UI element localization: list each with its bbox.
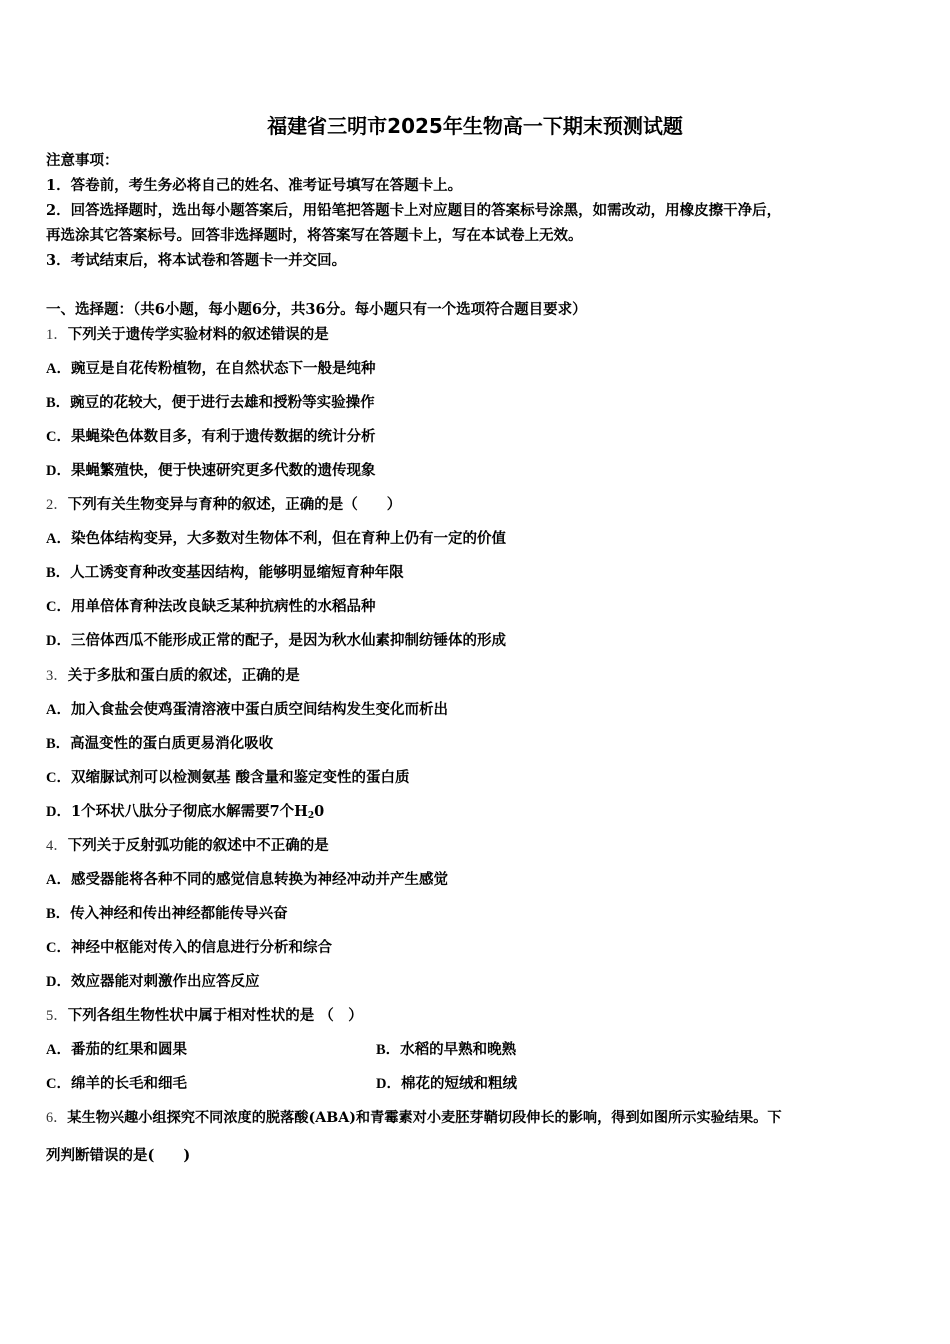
option-letter: C． (46, 429, 71, 445)
question-6 (46, 1107, 782, 1129)
q4-option-a (46, 869, 448, 891)
option-text: 豌豆是自花传粉植物，在自然状态下一般是纯种 (70, 360, 376, 377)
question-number: 6． (46, 1110, 68, 1126)
option-text-suffix: 0 (314, 803, 325, 820)
option-letter: D． (46, 463, 71, 479)
notice-heading: 注意事项： (46, 152, 119, 169)
question-number: 5． (46, 1008, 68, 1024)
option-text: 染色体结构变异，大多数对生物体不利，但在育种上仍有一定的价值 (70, 530, 506, 547)
question-5 (46, 1005, 363, 1027)
q3-option-a (46, 699, 448, 721)
option-letter: C． (46, 599, 71, 615)
q2-option-b (46, 562, 404, 584)
option-text: 水稻的早熟和晚熟 (400, 1041, 517, 1058)
option-text: 高温变性的蛋白质更易消化吸收 (70, 735, 274, 752)
q4-option-c (46, 937, 332, 959)
q5-option-b (376, 1039, 516, 1061)
option-text: 三倍体西瓜不能形成正常的配子，是因为秋水仙素抑制纺锤体的形成 (70, 632, 506, 649)
q5-option-d (376, 1073, 517, 1095)
question-stem: 下列有关生物变异与育种的叙述，正确的是（ ） (67, 496, 402, 513)
option-text: 番茄的红果和圆果 (70, 1041, 187, 1058)
option-text: 果蝇染色体数目多，有利于遗传数据的统计分析 (70, 428, 376, 445)
question-stem: 下列各组生物性状中属于相对性状的是 （ ） (67, 1007, 363, 1024)
q4-option-d (46, 971, 259, 993)
option-letter: D． (46, 633, 71, 649)
question-2 (46, 494, 401, 516)
option-letter: B． (46, 565, 71, 581)
q5-option-c (46, 1073, 187, 1095)
option-text: 人工诱变育种改变基因结构，能够明显缩短育种年限 (70, 564, 404, 581)
option-letter: C． (46, 940, 71, 956)
q1-option-d (46, 460, 375, 482)
option-text: 豌豆的花较大，便于进行去雄和授粉等实验操作 (70, 394, 375, 411)
option-letter: D． (376, 1076, 401, 1092)
notice-item-2-cont: 再选涂其它答案标号。回答非选择题时，将答案写在答题卡上，写在本试卷上无效。 (46, 227, 583, 244)
question-number: 2． (46, 497, 68, 513)
question-stem: 关于多肽和蛋白质的叙述，正确的是 (67, 667, 300, 684)
option-letter: A． (46, 702, 71, 718)
option-letter: B． (376, 1042, 401, 1058)
q1-option-c (46, 426, 375, 448)
option-letter: C． (46, 770, 71, 786)
option-text: 棉花的短绒和粗绒 (400, 1075, 517, 1092)
q4-option-b (46, 903, 288, 925)
q3-option-c (46, 767, 410, 789)
q2-option-d (46, 630, 506, 652)
option-letter: C． (46, 1076, 71, 1092)
question-number: 1． (46, 327, 68, 343)
option-text: 双缩脲试剂可以检测氨基 酸含量和鉴定变性的蛋白质 (70, 769, 410, 786)
question-number: 3． (46, 668, 68, 684)
question-4 (46, 835, 329, 857)
option-letter: A． (46, 531, 71, 547)
question-6-cont: 列判断错误的是( ) (46, 1147, 191, 1164)
option-letter: A． (46, 1042, 71, 1058)
question-stem: 下列关于遗传学实验材料的叙述错误的是 (67, 326, 329, 343)
option-text: 传入神经和传出神经都能传导兴奋 (70, 905, 288, 922)
q1-option-a (46, 358, 375, 380)
option-text: 感受器能将各种不同的感觉信息转换为神经冲动并产生感觉 (70, 871, 448, 888)
question-3 (46, 665, 300, 687)
section-heading: 一、选择题：（共6小题，每小题6分，共36分。每小题只有一个选项符合题目要求） (46, 301, 587, 318)
q2-option-c (46, 596, 375, 618)
notice-item-3: 3．考试结束后，将本试卷和答题卡一并交回。 (46, 252, 347, 269)
notice-item-2: 2．回答选择题时，选出每小题答案后，用铅笔把答题卡上对应题目的答案标号涂黑，如需改动，用橡皮擦干净后， (46, 202, 782, 219)
option-letter: B． (46, 906, 71, 922)
option-text: 果蝇繁殖快，便于快速研究更多代数的遗传现象 (70, 462, 376, 479)
q3-option-b (46, 733, 273, 755)
option-letter: A． (46, 872, 71, 888)
option-text: 绵羊的长毛和细毛 (70, 1075, 187, 1092)
question-stem: 某生物兴趣小组探究不同浓度的脱落酸(ABA)和青霉素对小麦胚芽鞘切段伸长的影响，得到如图所示实验结果。下 (67, 1110, 782, 1126)
question-number: 4． (46, 838, 68, 854)
option-text: 加入食盐会使鸡蛋清溶液中蛋白质空间结构发生变化而析出 (70, 701, 448, 718)
option-letter: B． (46, 395, 71, 411)
q1-option-b (46, 392, 375, 414)
option-text: 1个环状八肽分子彻底水解需要7个H (70, 803, 308, 820)
question-1 (46, 324, 329, 346)
question-stem: 下列关于反射弧功能的叙述中不正确的是 (67, 837, 329, 854)
q5-option-a (46, 1039, 187, 1061)
option-text: 效应器能对刺激作出应答反应 (70, 973, 260, 990)
page-title: 福建省三明市2025年生物高一下期末预测试题 (267, 114, 683, 138)
option-text: 神经中枢能对传入的信息进行分析和综合 (70, 939, 332, 956)
subscript: 2 (307, 811, 315, 821)
option-letter: D． (46, 974, 71, 990)
option-text: 用单倍体育种法改良缺乏某种抗病性的水稻品种 (70, 598, 376, 615)
q2-option-a (46, 528, 506, 550)
option-letter: B． (46, 736, 71, 752)
q3-option-d (46, 801, 324, 823)
option-letter: A． (46, 361, 71, 377)
option-letter: D． (46, 804, 71, 820)
notice-item-1: 1．答卷前，考生务必将自己的姓名、准考证号填写在答题卡上。 (46, 177, 463, 194)
